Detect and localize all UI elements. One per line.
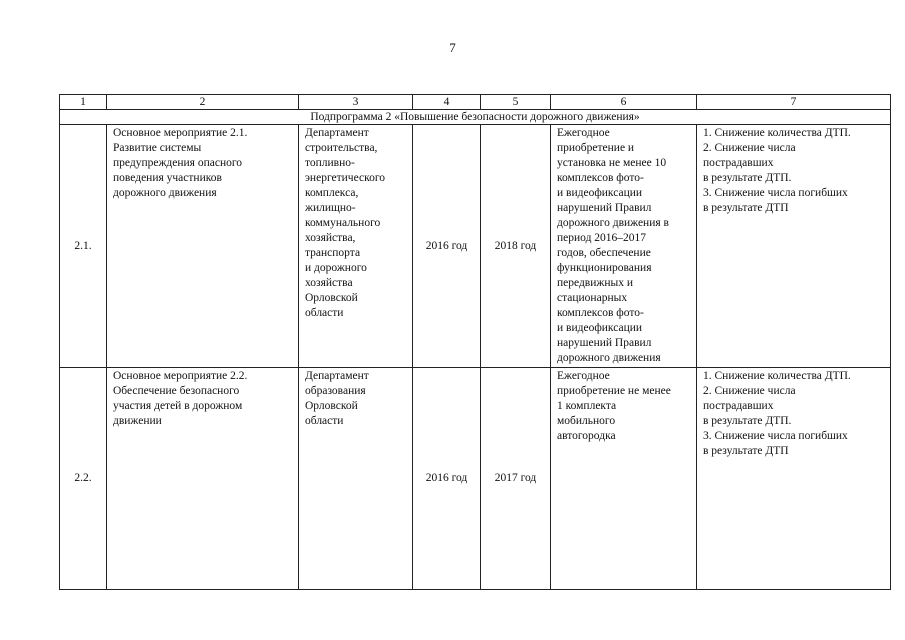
activity-cell: [107, 368, 299, 590]
text-line: Департамент: [305, 127, 369, 139]
header-cell: 2: [107, 95, 299, 110]
table-row: [60, 125, 891, 368]
text-line: Орловской: [305, 400, 358, 412]
text-line: годов, обеспечение: [557, 247, 651, 259]
text-line: 2. Снижение числа: [703, 385, 796, 397]
text-line: коммунального: [305, 217, 381, 229]
text-line: области: [305, 415, 344, 427]
text-line: 1. Снижение количества ДТП.: [703, 370, 851, 382]
text-line: транспорта: [305, 247, 361, 259]
text-line: приобретение не менее: [557, 385, 671, 397]
activity-cell: [107, 125, 299, 368]
indicators-cell: [697, 368, 891, 590]
text-line: Орловской: [305, 292, 358, 304]
page-number: 7: [449, 40, 456, 55]
text-line: пострадавших: [703, 400, 774, 412]
header-cell: 4: [413, 95, 481, 110]
indicators-cell: [697, 125, 891, 368]
text-line: передвижных и: [557, 277, 634, 289]
subprogram-row: [60, 110, 891, 125]
text-line: приобретение и: [557, 142, 635, 154]
header-cell: 3: [299, 95, 413, 110]
text-line: строительства,: [305, 142, 378, 154]
text-line: в результате ДТП.: [703, 172, 792, 184]
text-line: Развитие системы: [113, 142, 202, 154]
text-line: комплексов фото-: [557, 172, 644, 184]
start-year: 2016 год: [413, 368, 481, 590]
text-line: период 2016–2017: [557, 232, 647, 244]
text-line: области: [305, 307, 344, 319]
text-line: дорожного движения: [113, 187, 217, 199]
text-line: хозяйства,: [305, 232, 356, 244]
text-line: установка не менее 10: [557, 157, 667, 169]
text-line: в результате ДТП.: [703, 415, 792, 427]
text-line: и дорожного: [305, 262, 367, 274]
table-row: [60, 368, 891, 590]
subprogram-title: Подпрограмма 2 «Повышение безопасности дорожного движения»: [60, 110, 891, 125]
text-line: мобильного: [557, 415, 616, 427]
text-line: комплекса,: [305, 187, 359, 199]
text-line: и видеофиксации: [557, 322, 643, 334]
text-line: Основное мероприятие 2.2.: [113, 370, 248, 382]
text-line: хозяйства: [305, 277, 353, 289]
executor-cell: [299, 368, 413, 590]
header-cell: 6: [551, 95, 697, 110]
text-line: пострадавших: [703, 157, 774, 169]
header-cell: 1: [60, 95, 107, 110]
text-line: участия детей в дорожном: [113, 400, 243, 412]
row-number: 2.2.: [60, 368, 107, 590]
text-line: Основное мероприятие 2.1.: [113, 127, 248, 139]
text-line: Обеспечение безопасного: [113, 385, 240, 397]
text-line: комплексов фото-: [557, 307, 644, 319]
result-cell: [551, 368, 697, 590]
header-cell: 5: [481, 95, 551, 110]
text-line: и видеофиксации: [557, 187, 643, 199]
text-line: 2. Снижение числа: [703, 142, 796, 154]
text-line: 3. Снижение числа погибших: [703, 430, 848, 442]
program-table: [59, 94, 891, 590]
header-cell: 7: [697, 95, 891, 110]
text-line: жилищно-: [305, 202, 356, 214]
text-line: движении: [113, 415, 162, 427]
text-line: образования: [305, 385, 366, 397]
text-line: стационарных: [557, 292, 628, 304]
header-row: [60, 95, 891, 110]
text-line: энергетического: [305, 172, 386, 184]
text-line: в результате ДТП: [703, 202, 789, 214]
text-line: 3. Снижение числа погибших: [703, 187, 848, 199]
text-line: Ежегодное: [557, 127, 610, 139]
text-line: 1. Снижение количества ДТП.: [703, 127, 851, 139]
text-line: в результате ДТП: [703, 445, 789, 457]
end-year: 2017 год: [481, 368, 551, 590]
text-line: дорожного движения в: [557, 217, 669, 229]
text-line: поведения участников: [113, 172, 222, 184]
text-line: 1 комплекта: [557, 400, 617, 412]
end-year: 2018 год: [481, 125, 551, 368]
text-line: топливно-: [305, 157, 355, 169]
executor-cell: [299, 125, 413, 368]
text-line: нарушений Правил: [557, 202, 652, 214]
start-year: 2016 год: [413, 125, 481, 368]
text-line: автогородка: [557, 430, 616, 442]
text-line: Департамент: [305, 370, 369, 382]
text-line: дорожного движения: [557, 352, 661, 364]
text-line: функционирования: [557, 262, 652, 274]
row-number: 2.1.: [60, 125, 107, 368]
text-line: предупреждения опасного: [113, 157, 243, 169]
text-line: Ежегодное: [557, 370, 610, 382]
result-cell: [551, 125, 697, 368]
text-line: нарушений Правил: [557, 337, 652, 349]
